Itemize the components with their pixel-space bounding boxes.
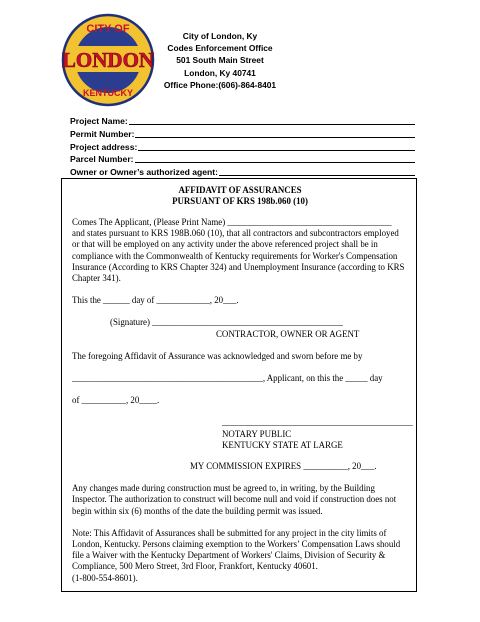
- notary-signature-rule[interactable]: ___________________________________________: [222, 417, 413, 428]
- field-blank[interactable]: [135, 128, 415, 138]
- parcel-number-field[interactable]: [70, 153, 415, 166]
- office-department: Codes Enforcement Office: [167, 43, 273, 54]
- affidavit-date-line[interactable]: This the ______ day of ____________, 20___.: [72, 295, 239, 306]
- affidavit-box: [61, 178, 417, 592]
- field-blank[interactable]: [219, 166, 415, 176]
- field-label: Owner or Owner’s authorized agent:: [70, 167, 219, 178]
- office-phone: Office Phone:(606)-864-8401: [163, 79, 277, 90]
- office-street: 501 South Main Street: [176, 55, 264, 66]
- construction-changes-text: Any changes made during construction must be agreed to, in writing, by the Building Inspector. The authorization to construct will become null and void if construction does not begin within six (6) months of the date the building permit was issued.: [72, 483, 397, 516]
- compliance-statement: and states pursuant to KRS 198B.060 (10), that all contractors and subcontractors employed or that will be employed on any activity under the above referenced project shall be in compliance with the Commonwealth of Kentucky requirements for Worker's Compensation Insurance (According to KRS Chapter 324) and Unemployment Insurance (according to KRS Chapter 341).: [72, 228, 405, 284]
- field-label: Project address:: [70, 141, 138, 152]
- acknowledgement-text: The foregoing Affidavit of Assurance was acknowledged and sworn before me by: [72, 350, 363, 361]
- affidavit-subtitle: PURSUANT OF KRS 198b.060 (10): [172, 196, 308, 206]
- city-of-london-seal-logo: [60, 12, 156, 108]
- office-city: London, Ky 40741: [184, 67, 256, 78]
- claims-phone: (1-800-554-8601).: [72, 572, 138, 583]
- applicant-name-line[interactable]: Comes The Applicant, (Please Print Name) _____________________________________: [72, 217, 392, 227]
- office-name: City of London, Ky: [182, 31, 258, 41]
- svg-text:KENTUCKY: KENTUCKY: [82, 88, 134, 98]
- field-label: Project Name:: [70, 116, 128, 126]
- commission-expires-line[interactable]: MY COMMISSION EXPIRES __________, 20___.: [190, 461, 377, 472]
- notary-public-label: NOTARY PUBLIC: [222, 428, 292, 439]
- permit-number-field[interactable]: [70, 128, 415, 141]
- notary-state-label: KENTUCKY STATE AT LARGE: [222, 439, 343, 450]
- affidavit-title: AFFIDAVIT OF ASSURANCES: [178, 185, 302, 195]
- svg-text:CITY OF: CITY OF: [86, 23, 130, 35]
- office-address-block: [160, 30, 280, 91]
- field-blank[interactable]: [135, 153, 415, 163]
- project-name-field[interactable]: [70, 115, 415, 128]
- field-blank[interactable]: [138, 141, 415, 151]
- field-label: Parcel Number:: [70, 154, 134, 165]
- affidavit-note: Note: This Affidavit of Assurances shall be submitted for any project in the city limits of London, Kentucky. Persons claiming exemption to the Workers’ Compensation Laws should file a Waiver with the Kentucky Department of Workers' Claims, Division of Security & Compliance, 500 Mero Street, 3rd Floor, Frankfort, Kentucky 40601.: [72, 527, 401, 572]
- field-blank[interactable]: [129, 115, 415, 125]
- project-address-field[interactable]: [70, 141, 415, 154]
- project-fields: [70, 115, 415, 179]
- signature-caption: CONTRACTOR, OWNER OR AGENT: [216, 328, 360, 339]
- applicant-notarized-line[interactable]: ___________________________________________, Applicant, on this the _____ day: [72, 373, 383, 384]
- svg-text:LONDON: LONDON: [61, 48, 155, 72]
- field-label: Permit Number:: [70, 128, 135, 139]
- notarized-date-line[interactable]: of __________, 20____.: [72, 395, 160, 406]
- signature-line[interactable]: (Signature) ___________________________________________: [110, 317, 343, 328]
